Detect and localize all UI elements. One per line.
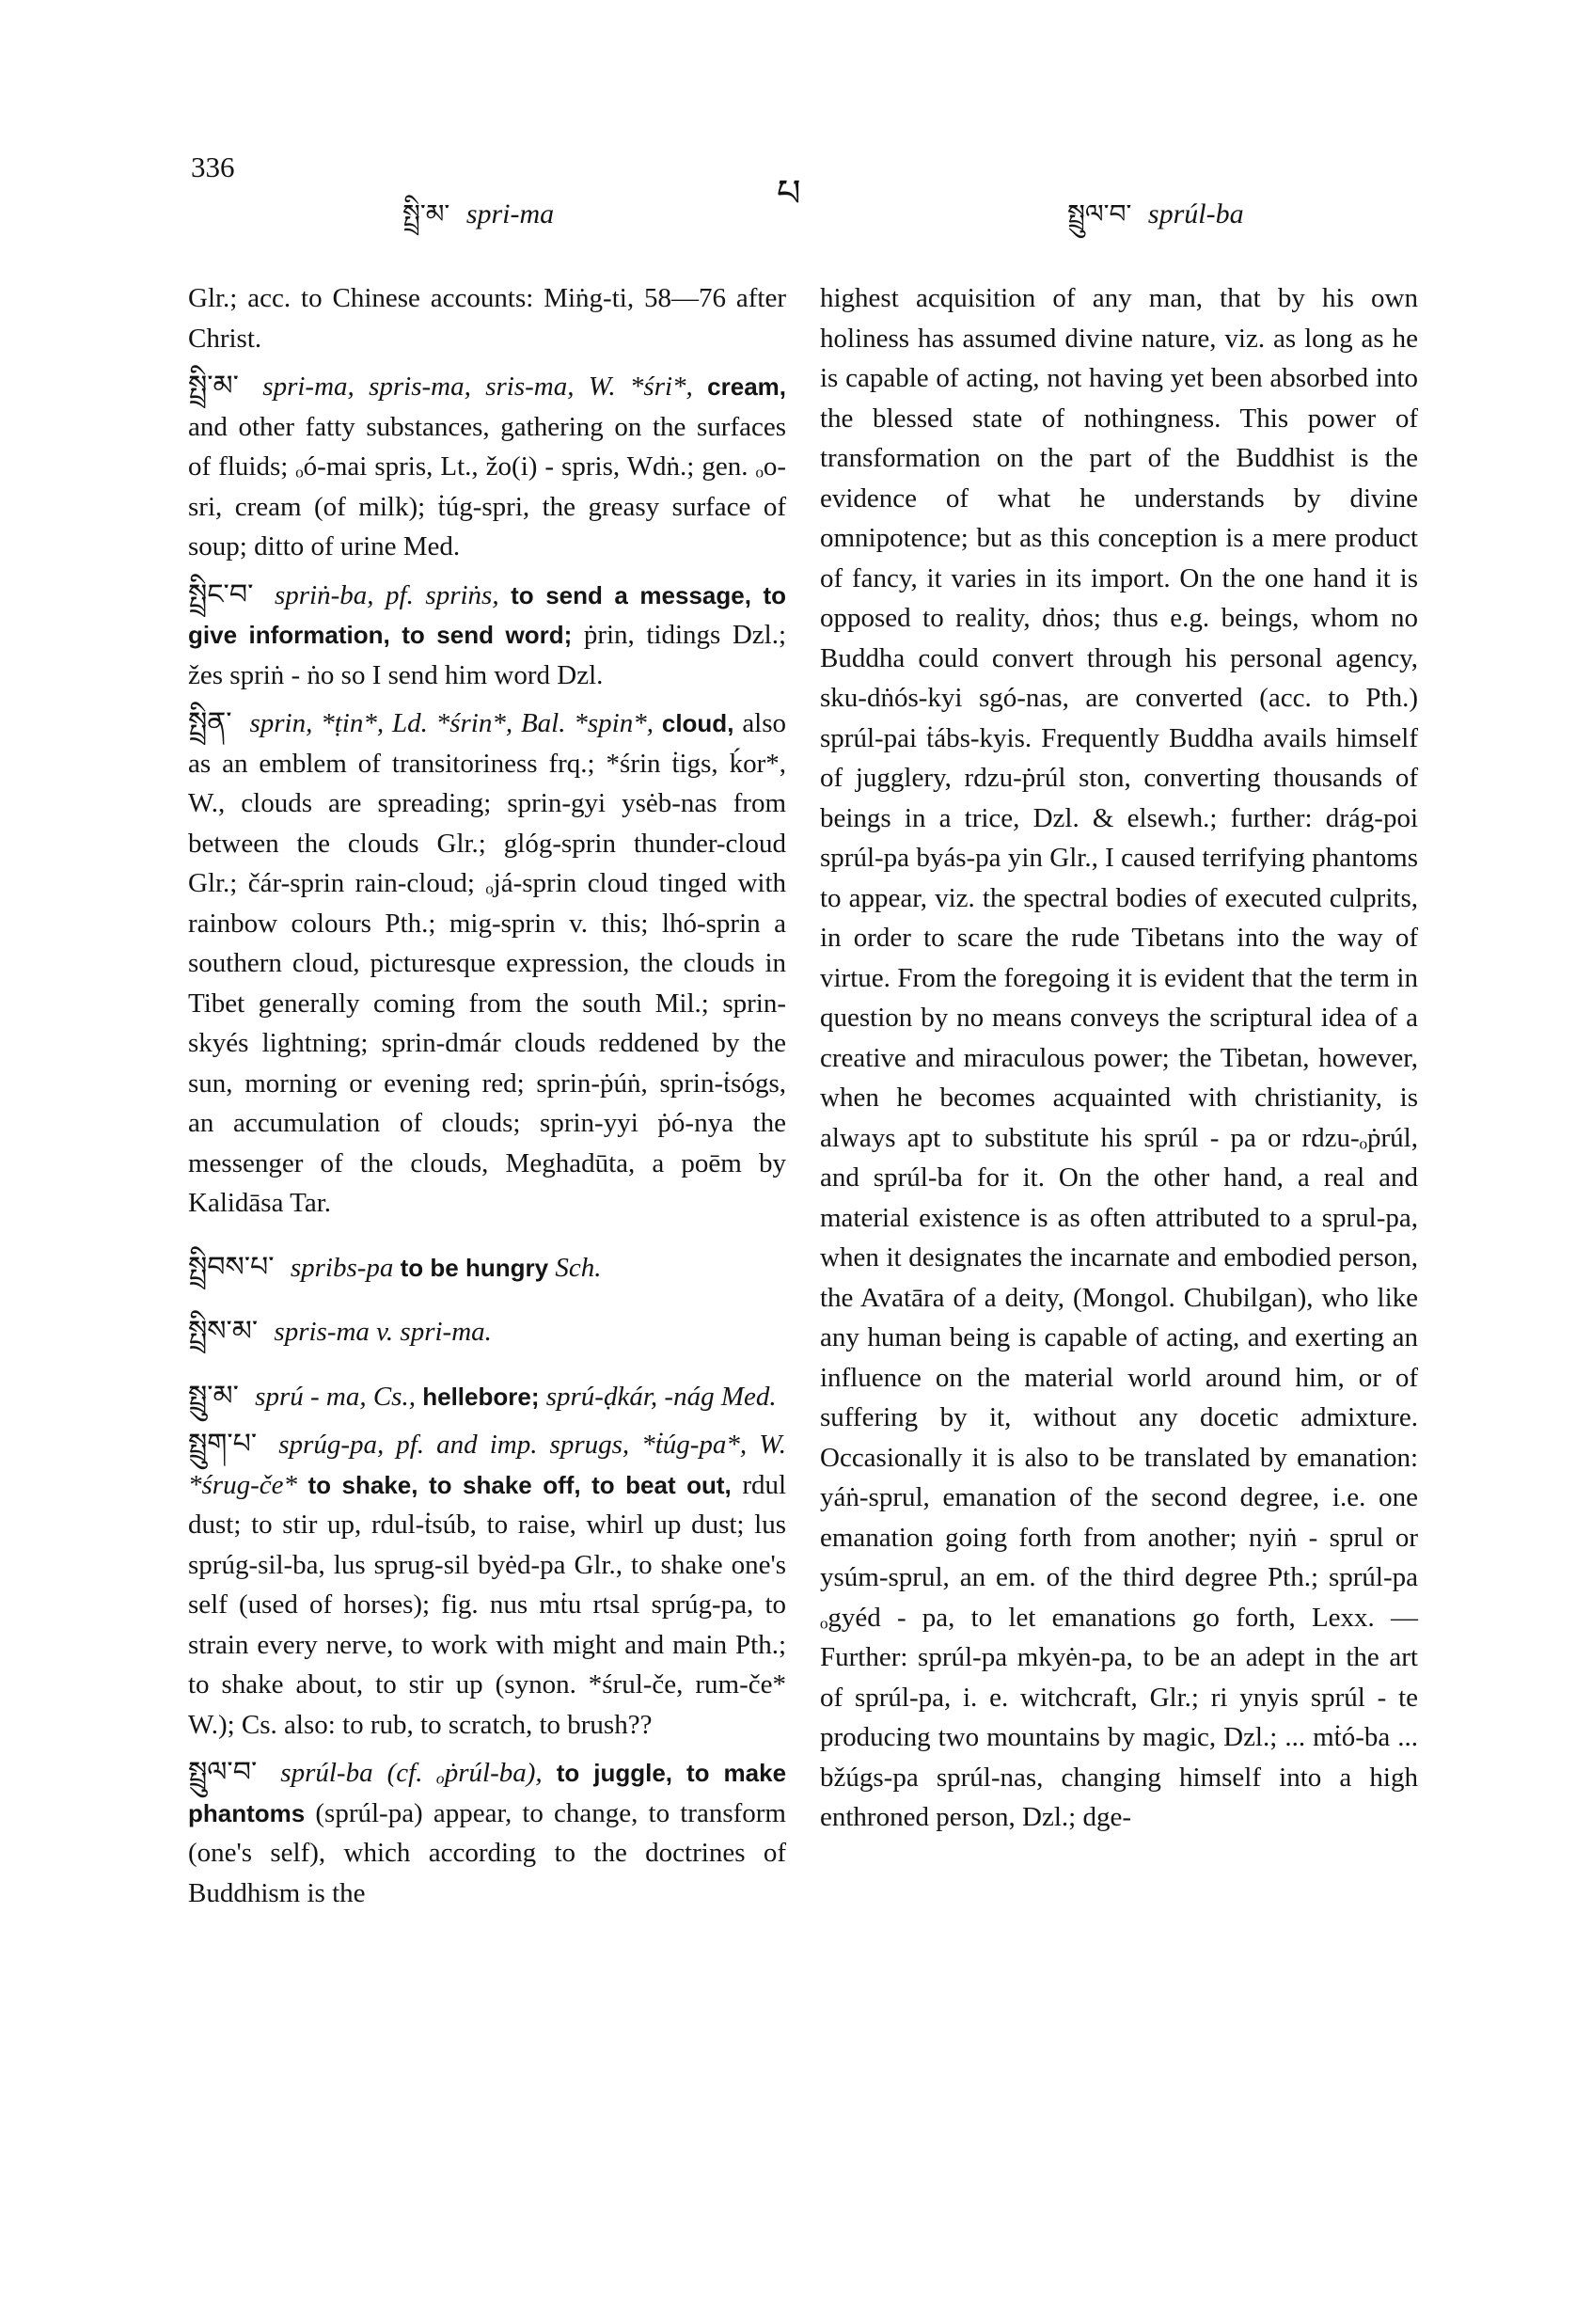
entry-sense: to send a message, to give information, to send word; — [188, 580, 787, 649]
entry-headword: སྤྲི་མ་ — [188, 370, 239, 403]
page-number: 336 — [191, 150, 235, 183]
entry-headword: སྤྲུ་མ་ — [188, 1379, 239, 1413]
entry-headword: སྤྲིབས་པ་ — [188, 1250, 275, 1284]
entry-body: also as an emblem of transitoriness frq.; *śrin ṫigs, ḱor*, W., clouds are spreading; sprin-gyi ysėb-nas from between the clouds Glr.; glóg-sprin thunder-cloud Glr.; čár-sprin rain-cloud; ₒjá-sprin cloud tinged with rainbow colours Pth.; mig-sprin v. this; lhó-sprin a southern cloud, picturesque expression, the clouds in Tibet generally coming from the south Mil.; sprin-skyés lightning; sprin-dmár clouds reddened by the sun, morning or evening red; sprin-ṗúṅ, sprin-ṫsógs, an accumulation of clouds; sprin-yyi ṗó-nya the messenger of the clouds, Meghadūta, a poēm by Kalidāsa Tar. — [188, 708, 787, 1218]
dictionary-entry — [188, 1425, 786, 1745]
entry-headword: སྤྲུག་པ་ — [188, 1428, 258, 1461]
running-head-left-term: spri-ma — [465, 198, 555, 229]
entry-headword: སྤྲིང་བ་ — [188, 577, 254, 611]
right-column — [820, 278, 1418, 1838]
running-head-right — [1067, 184, 1244, 259]
entry-body: Sch. — [555, 1252, 602, 1283]
running-head-left — [402, 184, 554, 259]
section-letter: པ — [777, 172, 801, 215]
entry-headword: སྤྲིན་ — [188, 706, 232, 739]
entry-lead: sprúg-pa, pf. and imp. sprugs, *ṫúg-pa*, W. *śrug-če* — [188, 1430, 786, 1500]
entry-lead: sprin, *ṭin*, Ld. *śrin*, Bal. *spin*, — [249, 708, 654, 738]
dictionary-entry — [188, 1248, 786, 1288]
entry-body: sprú-ḍkár, -nág Med. — [545, 1381, 777, 1412]
dictionary-entry — [188, 576, 786, 696]
entry-sense: to be hungry — [400, 1253, 549, 1282]
running-head-right-term: sprúl-ba — [1147, 198, 1244, 229]
entry-lead: sprú - ma, Cs., — [255, 1381, 416, 1412]
entry-sense: hellebore; — [422, 1382, 540, 1411]
entry-headword: སྤྲིས་མ་ — [188, 1315, 259, 1348]
dictionary-entry — [188, 704, 786, 1224]
entry-body: and other fatty substances, gathering on the surfaces of fluids; ₒó-mai spris, Lt., žo(i) - spris, Wdṅ.; gen. ₒo-sri, cream (of milk); ṫúg-spri, the greasy surface of soup; ditto of urine Med. — [188, 411, 786, 561]
entry-lead: spribs-pa — [290, 1252, 394, 1283]
dictionary-entry — [188, 1377, 786, 1417]
dictionary-entry — [188, 1753, 786, 1913]
entry-body: ṗrin, tidings Dzl.; žes spriṅ - ṅo so I send him word Dzl. — [188, 620, 787, 690]
entry-headword: སྤྲུལ་བ་ — [188, 1756, 258, 1789]
entry-sense: to shake, to shake off, to beat out, — [307, 1470, 732, 1499]
entry-body: rdul dust; to stir up, rdul-ṫsúb, to raise, whirl up dust; lus sprúg-sil-ba, lus sprug-sil byėd-pa Glr., to shake one's self (used of horses); fig. nus mṫu rtsal sprúg-pa, to strain every nerve, to work with might and main Pth.; to shake about, to stir up (synon. *śrul-če, rum-če* W.); Cs. also: to rub, to scratch, to brush?? — [188, 1469, 787, 1740]
running-head-left-tibetan: སྤྲི་མ་ — [402, 198, 450, 229]
entry-lead: spriṅ-ba, pf. spriṅs, — [274, 579, 499, 610]
continued-text: Glr.; acc. to Chinese accounts: Miṅg-ti, 58—76 after Christ. — [188, 283, 786, 354]
entry-lead: spris-ma v. spri-ma. — [274, 1317, 492, 1347]
left-column — [188, 278, 786, 1913]
entry-sense: cream, — [707, 372, 787, 401]
entry-lead: spri-ma, spris-ma, sris-ma, W. *śri*, — [262, 372, 693, 402]
entry-sense: cloud, — [661, 709, 734, 737]
entry-lead: sprúl-ba (cf. ₒṗrúl-ba), — [280, 1758, 543, 1788]
running-head-right-tibetan: སྤྲུལ་བ་ — [1067, 198, 1132, 229]
continued-text: highest acquisition of any man, that by his own holiness has assumed divine nature, viz. as long as he is capable of acting, not having yet been absorbed into the blessed state of nothingness. This power of transformation on the part of the Buddhist is the evidence of what he understands by divine omnipotence; but as this conception is a mere product of fancy, it varies in its import. On the one hand it is opposed to reality, dṅos; thus e.g. beings, whom no Buddha could convert through his personal agency, sku-dṅós-kyi sgó-nas, are converted (acc. to Pth.) sprúl-pai ṫábs-kyis. Frequently Buddha avails himself of jugglery, rdzu-ṗrúl ston, converting thousands of beings in a trice, Dzl. & elsewh.; further: drág-poi sprúl-pa byás-pa yin Glr., I caused terrifying phantoms to appear, viz. the spectral bodies of executed culprits, in order to scare the rude Tibetans into the way of virtue. From the foregoing it is evident that the term in question by no means conveys the scriptural idea of a creative and miraculous power; the Tibetan, however, when he becomes acquainted with christianity, is always apt to substitute his sprúl - pa or rdzu-ₒṗrúl, and sprúl-ba for it. On the other hand, a real and material existence is as often attributed to a sprul-pa, when it designates the incarnate and embodied person, the Avatāra of a deity, (Mongol. Chubilgan), who like any human being is capable of acting, and exerting an influence on the material world around him, or of suffering by it, without any docetic admixture. Occasionally it is also to be translated by emanation: yáṅ-sprul, emanation of the second degree, i.e. one emanation going forth from another; nyiṅ - sprul or ysúm-sprul, an em. of the third degree Pth.; sprúl-pa ₒgyéd - pa, to let emanations go forth, Lexx. — Further: sprúl-pa mkyėn-pa, to be an adept in the art of sprúl-pa, i. e. witchcraft, Glr.; ri ynyis sprúl - te producing two mountains by magic, Dzl.; ... mṫó-ba ... bžúgs-pa sprúl-nas, changing himself into a high enthroned person, Dzl.; dge- — [820, 283, 1418, 1832]
entry-sense: to juggle, to make phantoms — [188, 1759, 787, 1827]
entry-body: (sprúl-pa) appear, to change, to transform (one's self), which according to the doctrines of Buddhism is the — [188, 1797, 786, 1908]
dictionary-entry — [188, 1312, 786, 1352]
dictionary-entry — [188, 367, 786, 567]
